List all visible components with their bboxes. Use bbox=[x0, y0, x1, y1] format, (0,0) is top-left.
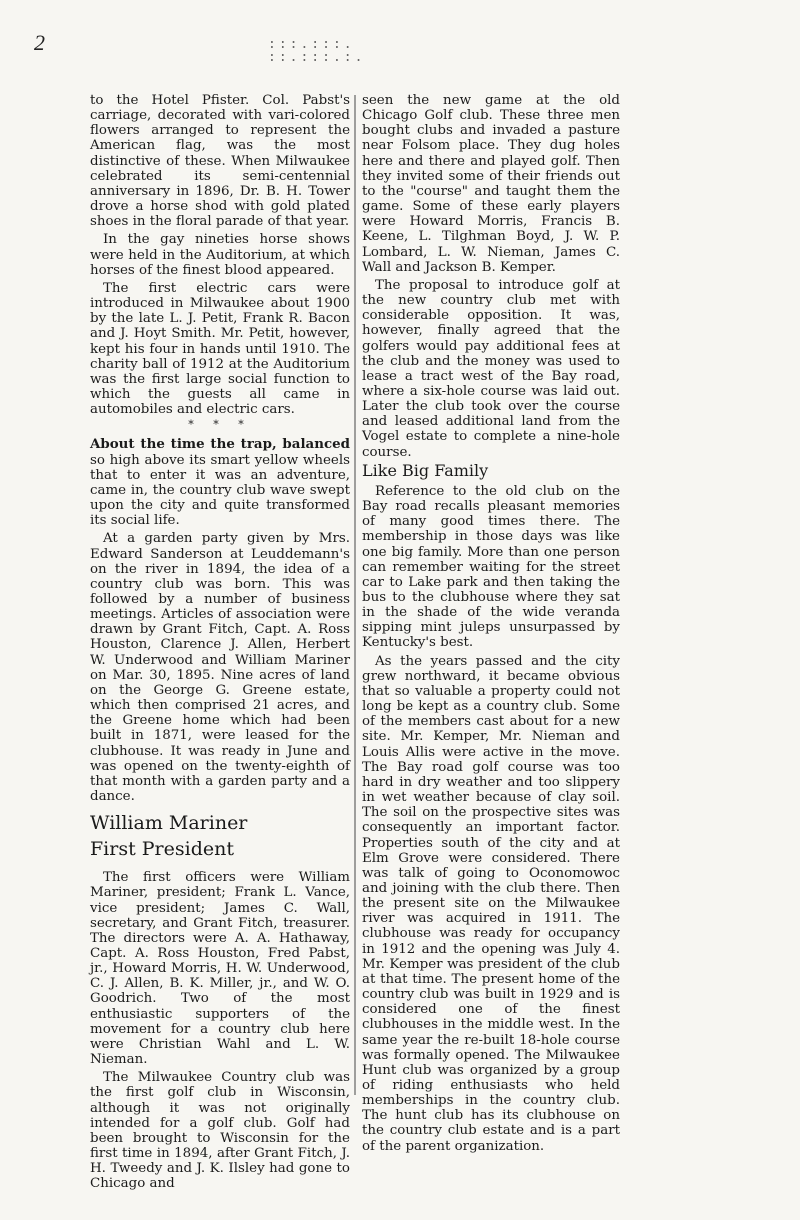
column-rule bbox=[354, 95, 356, 1095]
left-paragraph-3: The first electric cars were introduced in Milwaukee about 1900 by the late L. J. Petit, Frank R. Bacon and J. Hoyt Smith. Mr. Petit, however, kept his four in hands until 1910. The charity ball of 1912 at the Auditorium was the first large social function to which the guests all came in automobiles and electric cars. bbox=[90, 280, 350, 418]
library-stamp: :::.:::. ::.:::.:. bbox=[268, 37, 366, 65]
page-number: 2 bbox=[34, 30, 45, 55]
left-paragraph-1: to the Hotel Pfister. Col. Pabst's carriage, decorated with vari-colored flowers arranged to represent the American flag, was the most distinctive of these. When Milwaukee celebrated its semi-centennial anniversary in 1896, Dr. B. H. Tower drove a horse shod with gold plated shoes in the floral parade of that year. bbox=[90, 93, 350, 230]
right-paragraph-3: Reference to the old club on the Bay road recalls pleasant memories of many good times there. The membership in those days was like one big family. More than one person can remember waiting for the street car to Lake park and then taking the bus to the clubhouse where they sat in the shade of the wide veranda sipping mint juleps unsurpassed by Kentucky's best. bbox=[362, 483, 620, 651]
right-paragraph-2: The proposal to introduce golf at the new country club met with considerable opposition. It was, however, finally agreed that the golfers would pay additional fees at the club and the money was used to lease a tract west of the Bay road, where a six-hole course was laid out. Later the club took over the course and leased additional land from the Vogel estate to complete a nine-hole course. bbox=[362, 277, 620, 460]
section-subheading: Like Big Family bbox=[362, 460, 489, 480]
left-paragraph-2: In the gay nineties horse shows were held in the Auditorium, at which horses of the finest blood appeared. bbox=[90, 232, 350, 278]
right-column bbox=[362, 93, 620, 1157]
paragraph-body: so high above its smart yellow wheels that to enter it was an adventure, came in, the country club wave swept upon the city and quite transformed its social life. bbox=[90, 452, 350, 529]
left-paragraph-7: The Milwaukee Country club was the first golf club in Wisconsin, although it was not originally intended for a golf club. Golf had been brought to Wisconsin for the first time in 1894, after Grant Fitch, J. H. Tweedy and J. K. Ilsley had gone to Chicago and bbox=[90, 1070, 350, 1192]
left-paragraph-4 bbox=[90, 437, 350, 528]
paragraph-lead-in: About the time the trap, balanced bbox=[90, 436, 350, 453]
left-column bbox=[90, 93, 350, 1194]
left-paragraph-5: At a garden party given by Mrs. Edward Sanderson at Leuddemann's on the river in 1894, the idea of a country club was born. This was followed by a number of business meetings. Articles of association were drawn by Grant Fitch, Capt. A. Ross Houston, Clarence J. Allen, Herbert W. Underwood and William Mariner on Mar. 30, 1895. Nine acres of land on the George G. Greene estate, which then comprised 21 acres, and the Greene home which had been built in 1871, were leased for the clubhouse. It was ready in June and was opened on the twenty-eighth of that month with a garden party and a dance. bbox=[90, 531, 350, 805]
right-paragraph-1: seen the new game at the old Chicago Golf club. These three men bought clubs and invaded a pasture near Folsom place. They dug holes here and there and played golf. Then they invited some of their friends out to the "course" and taught them the game. Some of these early players were Howard Morris, Francis B. Keene, L. Tilghman Boyd, J. W. P. Lombard, L. W. Nieman, James C. Wall and Jackson B. Kemper. bbox=[362, 93, 620, 275]
right-paragraph-4: As the years passed and the city grew northward, it became obvious that so valuable a property could not long be kept as a country club. Some of the members cast about for a new site. Mr. Kemper, Mr. Nieman and Louis Allis were active in the move. The Bay road golf course was too hard in dry weather and too slippery in wet weather because of clay soil. The soil on the prospective sites was consequently an important factor. Properties south of the city and at Elm Grove were considered. There was talk of going to Oconomowoc and joining with the club there. Then the present site on the Milwaukee river was acquired in 1911. The clubhouse was ready for occupancy in 1912 and the opening was July 4. Mr. Kemper was president of the club at that time. The present home of the country club was built in 1929 and is considered one of the finest clubhouses in the middle west. In the same year the re-built 18-hole course was formally opened. The Milwaukee Hunt club was organized by a group of riding enthusiasts who held memberships in the country club. The hunt club has its clubhouse on the country club estate and is a part of the parent organization. bbox=[362, 653, 620, 1154]
section-heading bbox=[90, 810, 350, 862]
heading-line-2: First President bbox=[90, 838, 234, 861]
heading-line-1: William Mariner bbox=[90, 812, 248, 835]
left-paragraph-6: The first officers were William Mariner, president; Frank L. Vance, vice president; James C. Wall, secretary, and Grant Fitch, treasurer. The directors were A. A. Hathaway, Capt. A. Ross Houston, Fred Pabst, jr., Howard Morris, H. W. Underwood, C. J. Allen, B. K. Miller, jr., and W. O. Goodrich. Two of the most enthusiastic supporters of the movement for a country club here were Christian Wahl and L. W. Nieman. bbox=[90, 870, 350, 1068]
section-separator: * * * bbox=[188, 418, 252, 432]
